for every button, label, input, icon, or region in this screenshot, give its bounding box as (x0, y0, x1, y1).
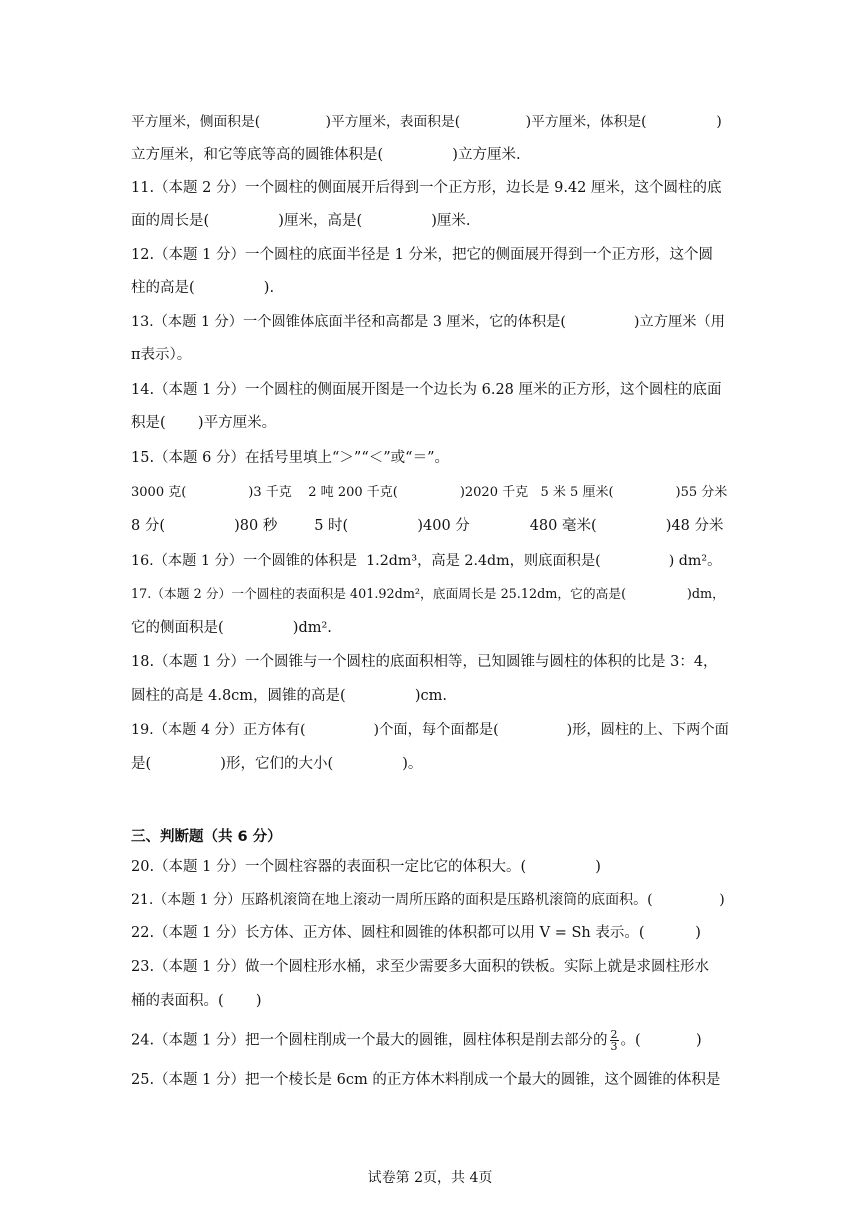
question-25 (131, 1070, 731, 1090)
section-title: 三、判断题（共 6 分） (131, 829, 282, 845)
text-line (131, 112, 731, 132)
line-text: 19.（本题 4 分）正方体有( )个面，每个面都是( )形，圆柱的上、下两个面 (131, 722, 729, 738)
line-text: 圆柱的高是 4.8cm，圆锥的高是( )cm. (131, 688, 447, 704)
line-text: 积是( )平方厘米。 (131, 415, 277, 431)
line-text: 23.（本题 1 分）做一个圆柱形水桶，求至少需要多大面积的铁板。实际上就是求圆柱形水 (131, 959, 709, 975)
question-24 (131, 1029, 731, 1052)
question-15 (131, 448, 731, 468)
line-text: 22.（本题 1 分）长方体、正方体、圆柱和圆锥的体积都可以用 V = Sh 表示。( ) (131, 925, 701, 941)
line-text: 20.（本题 1 分）一个圆柱容器的表面积一定比它的体积大。( ) (131, 859, 601, 875)
line-text: 柱的高是( ). (131, 280, 275, 296)
question-13 (131, 312, 731, 332)
line-text: 17.（本题 2 分）一个圆柱的表面积是 401.92dm²，底面周长是 25.12dm，它的高是( )dm， (131, 587, 725, 602)
comparison-row (131, 483, 731, 503)
text-line (131, 991, 731, 1011)
text-line (131, 413, 731, 433)
line-text: π表示）。 (131, 347, 192, 363)
question-11 (131, 178, 731, 198)
comparison-row (131, 516, 731, 536)
line-text: 12.（本题 1 分）一个圆柱的底面半径是 1 分米，把它的侧面展开得到一个正方形，这个圆 (131, 247, 713, 263)
question-20 (131, 857, 731, 877)
line-text: 21.（本题 1 分）压路机滚筒在地上滚动一周所压路的面积是压路机滚筒的底面积。( ) (131, 892, 725, 908)
line-text: 桶的表面积。( ) (131, 993, 262, 1009)
fraction (610, 1029, 619, 1052)
text-line (131, 278, 731, 298)
text-line (131, 686, 731, 706)
line-text: 14.（本题 1 分）一个圆柱的侧面展开图是一个边长为 6.28 厘米的正方形，这个圆柱的底面 (131, 382, 722, 398)
question-22 (131, 923, 731, 943)
line-text: 平方厘米，侧面积是( )平方厘米，表面积是( )平方厘米，体积是( ) (131, 114, 722, 130)
question-16 (131, 551, 731, 571)
question-17 (131, 585, 731, 605)
page-footer: 试卷第 2页，共 4页 (367, 1170, 493, 1186)
line-text: 面的周长是( )厘米，高是( )厘米. (131, 213, 471, 229)
text-line (131, 754, 731, 774)
question-21 (131, 890, 731, 910)
line-text: 是( )形，它们的大小( )。 (131, 756, 423, 772)
line-text: 15.（本题 6 分）在括号里填上“＞”“＜”或“＝”。 (131, 450, 449, 466)
line-text: 它的侧面积是( )dm². (131, 620, 332, 636)
question-23 (131, 957, 731, 977)
line-text: 。( ) (620, 1032, 702, 1049)
line-text: 18.（本题 1 分）一个圆锥与一个圆柱的底面积相等，已知圆锥与圆柱的体积的比是 3：4， (131, 654, 718, 670)
question-12 (131, 245, 731, 265)
text-line (131, 618, 731, 638)
question-18 (131, 652, 731, 672)
line-text: 25.（本题 1 分）把一个棱长是 6cm 的正方体木料削成一个最大的圆锥，这个圆锥的体积是 (131, 1072, 721, 1088)
line-text: 3000 克( )3 千克 2 吨 200 千克( )2020 千克 5 米 5 厘米( )55 分米 (131, 485, 728, 500)
line-text: 16.（本题 1 分）一个圆锥的体积是 1.2dm³，高是 2.4dm，则底面积是( ) dm²。 (131, 553, 722, 569)
fraction-denominator: 3 (610, 1040, 618, 1053)
line-text: 立方厘米，和它等底等高的圆锥体积是( )立方厘米. (131, 147, 521, 163)
text-line (131, 211, 731, 231)
line-text: 13.（本题 1 分）一个圆锥体底面半径和高都是 3 厘米，它的体积是( )立方厘米（用 (131, 314, 725, 330)
fraction-numerator: 2 (610, 1028, 618, 1041)
text-line (131, 145, 731, 165)
line-text: 8 分( )80 秒 5 时( )400 分 480 毫米( )48 分米 (131, 518, 724, 534)
text-line (131, 345, 731, 365)
line-text: 24.（本题 1 分）把一个圆柱削成一个最大的圆锥，圆柱体积是削去部分的 (131, 1032, 608, 1049)
line-text: 11.（本题 2 分）一个圆柱的侧面展开后得到一个正方形，边长是 9.42 厘米，这个圆柱的底 (131, 180, 722, 196)
question-19 (131, 720, 731, 740)
question-14 (131, 380, 731, 400)
